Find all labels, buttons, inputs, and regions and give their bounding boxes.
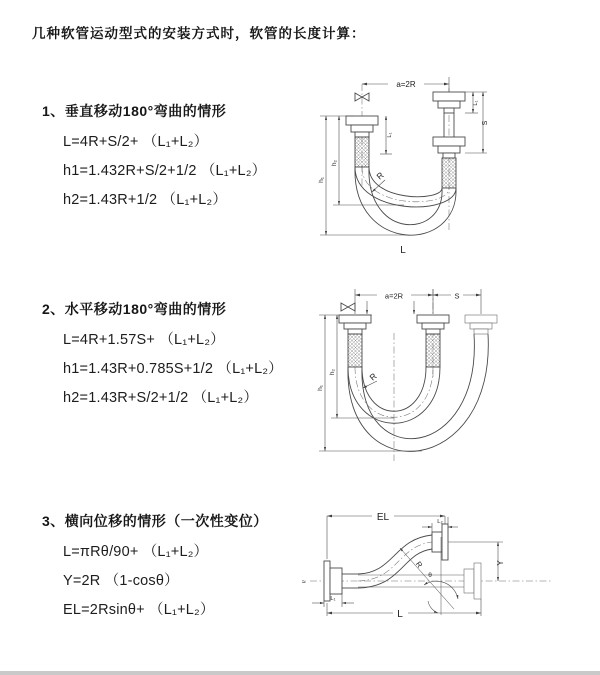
section-heading: 2、水平移动180°弯曲的情形 [42, 301, 227, 317]
section-vertical-movement [42, 101, 312, 215]
flange-plate-displaced [442, 524, 448, 560]
formula: L=4R+1.57S+ （L₁+L₂） [63, 332, 225, 348]
dim-label-h2: h₂ [329, 368, 336, 376]
formula: h2=1.43R+S/2+1/2 （L₁+L₂） [63, 390, 259, 406]
angle-arc [428, 601, 438, 613]
formula-list [63, 538, 312, 625]
section-horizontal-movement [42, 299, 312, 413]
formula: h1=1.43R+0.785S+1/2 （L₁+L₂） [63, 361, 283, 377]
formula: Y=2R （1-cosθ） [63, 573, 179, 589]
pipe-neck-moved [474, 329, 488, 334]
braided-hose-section [355, 137, 369, 167]
section-lateral-displacement [42, 511, 312, 625]
pipe-neck [443, 153, 455, 158]
dim-label-theta: θ [428, 572, 432, 579]
diagram-horizontal-180-bend [310, 281, 598, 467]
formula: h1=1.432R+S/2+1/2 （L₁+L₂） [63, 163, 267, 179]
dim-label-l1: L₁ [330, 596, 336, 602]
dim-label-l2: L₂ [437, 519, 443, 525]
flange [339, 315, 371, 323]
dim-label-radius: R [413, 559, 425, 570]
diagram-lateral-displacement [300, 503, 598, 650]
dim-label-y: Y [496, 560, 505, 566]
formula: L=4R+S/2+ （L₁+L₂） [63, 134, 209, 150]
dim-label-radius: R [367, 370, 379, 383]
flange-plate-original [474, 563, 481, 599]
diagram-vertical-180-bend [306, 64, 590, 260]
flange-hub [330, 568, 342, 594]
flange [346, 116, 378, 125]
dim-label-length: L [400, 245, 406, 256]
dim-label-h1: h₁ [317, 385, 324, 391]
hose-curve-moved-outer [348, 334, 488, 451]
dim-label-h2: h₂ [331, 159, 338, 167]
section-heading: 1、垂直移动180°弯曲的情形 [42, 103, 227, 119]
dim-label-stroke: S [454, 291, 460, 301]
formula: h2=1.43R+1/2 （L₁+L₂） [63, 192, 228, 208]
flange [433, 137, 465, 146]
flange [422, 323, 444, 329]
flange-moved [465, 315, 497, 323]
dim-label-el: EL [376, 512, 390, 523]
dim-label-length: L [397, 609, 403, 620]
valve-icon [341, 303, 355, 311]
formula: L=πRθ/90+ （L₁+L₂） [63, 544, 209, 560]
flange-plate [324, 561, 330, 601]
formula: EL=2Rsinθ+ （L₁+L₂） [63, 602, 215, 618]
flange [344, 323, 366, 329]
flange-hub-original [464, 569, 474, 593]
pipe-neck [426, 329, 440, 334]
dim-label-span: a=2R [396, 80, 416, 89]
flange-hub-displaced [432, 532, 442, 552]
flange [351, 125, 373, 132]
flange [438, 101, 460, 108]
braided-hose-section [348, 334, 362, 367]
dim-label-h1: h₁ [318, 177, 325, 183]
formula-list [63, 326, 312, 413]
dim-label-l1-right: L₁ [473, 100, 479, 106]
dim-label-l1-left: L₁ [387, 132, 393, 138]
braided-hose-section [442, 158, 456, 188]
flange [438, 146, 460, 153]
pipe-neck [444, 108, 454, 113]
flange [433, 92, 465, 101]
dim-label-stroke: S [482, 120, 489, 126]
braided-hose-section [426, 334, 440, 367]
pipe-neck [348, 329, 362, 334]
leader-line-radius [363, 381, 377, 388]
pipe-break-mark: ≈ [302, 579, 306, 586]
page-title: 几种软管运动型式的安装方式时，软管的长度计算： [32, 26, 366, 41]
hose-curve-moved-inner [362, 334, 474, 439]
flange [417, 315, 449, 323]
hose-wall-upper [358, 535, 432, 574]
formula-list [63, 128, 312, 215]
dim-label-radius: R [374, 169, 386, 182]
section-heading: 3、横向位移的情形（一次性变位） [42, 513, 268, 529]
dim-label-span: a=2R [384, 291, 404, 301]
flange-moved [470, 323, 492, 329]
pipe-neck [355, 132, 369, 137]
